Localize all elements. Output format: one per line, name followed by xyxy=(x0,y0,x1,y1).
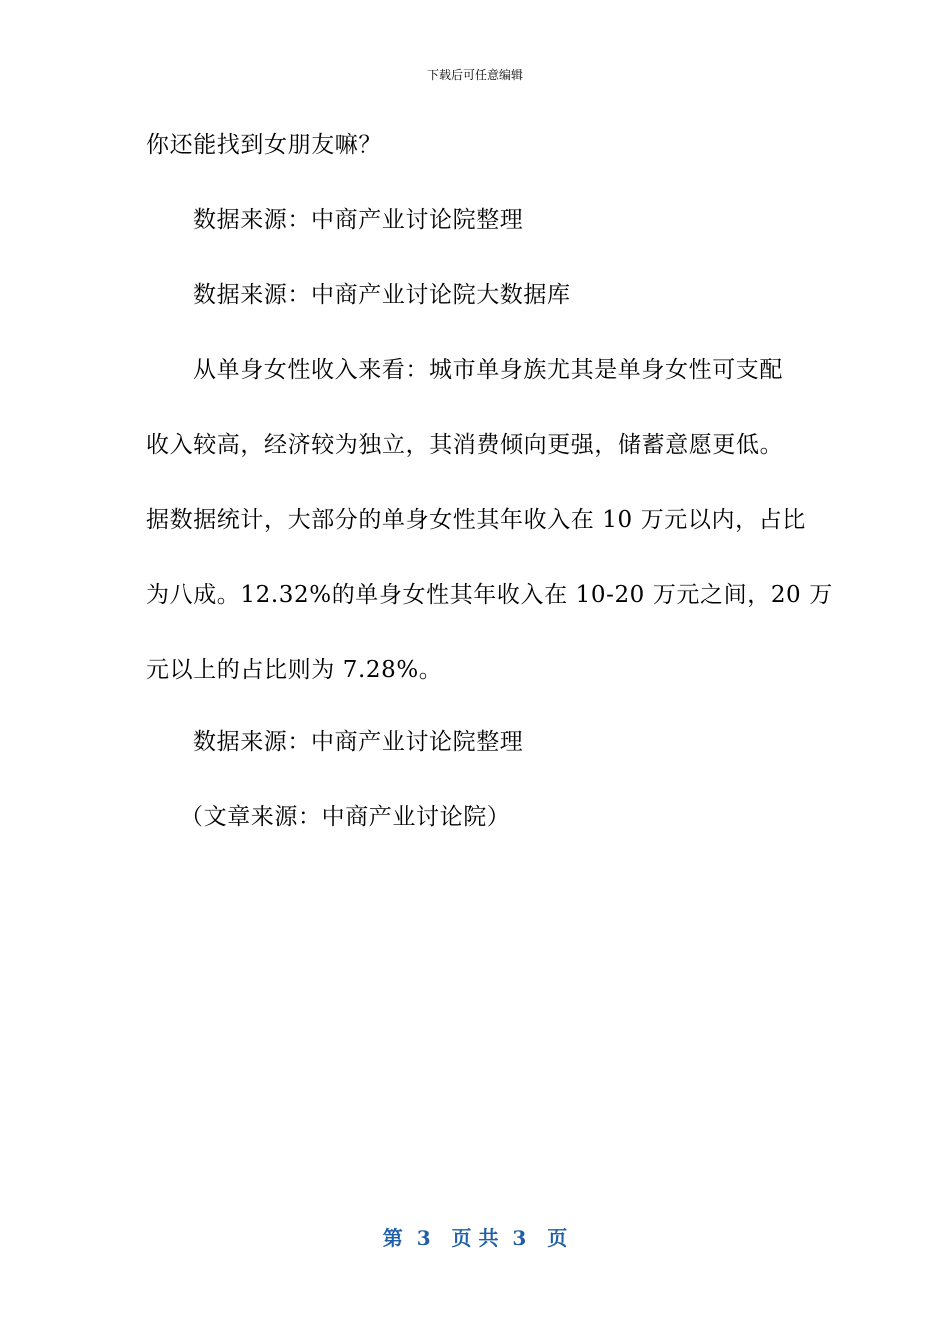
paragraph-line: 为八成。12.32%的单身女性其年收入在 10-20 万元之间，20 万 xyxy=(146,582,833,608)
source-note: 数据来源：中商产业讨论院大数据库 xyxy=(193,282,571,308)
paragraph-line: 从单身女性收入来看：城市单身族尤其是单身女性可支配 xyxy=(193,357,783,383)
body-line: 你还能找到女朋友嘛？ xyxy=(146,132,382,158)
page-number-footer: 第 3 页 共 3 页 xyxy=(382,1226,568,1250)
article-source: （文章来源：中商产业讨论院） xyxy=(180,804,511,830)
source-note: 数据来源：中商产业讨论院整理 xyxy=(193,729,524,755)
paragraph-line: 元以上的占比则为 7.28%。 xyxy=(146,657,443,683)
page-header-note: 下载后可任意编辑 xyxy=(426,68,523,82)
paragraph-line: 收入较高，经济较为独立，其消费倾向更强，储蓄意愿更低。 xyxy=(146,432,784,458)
paragraph-line: 据数据统计，大部分的单身女性其年收入在 10 万元以内，占比 xyxy=(146,507,806,533)
source-note: 数据来源：中商产业讨论院整理 xyxy=(193,207,524,233)
